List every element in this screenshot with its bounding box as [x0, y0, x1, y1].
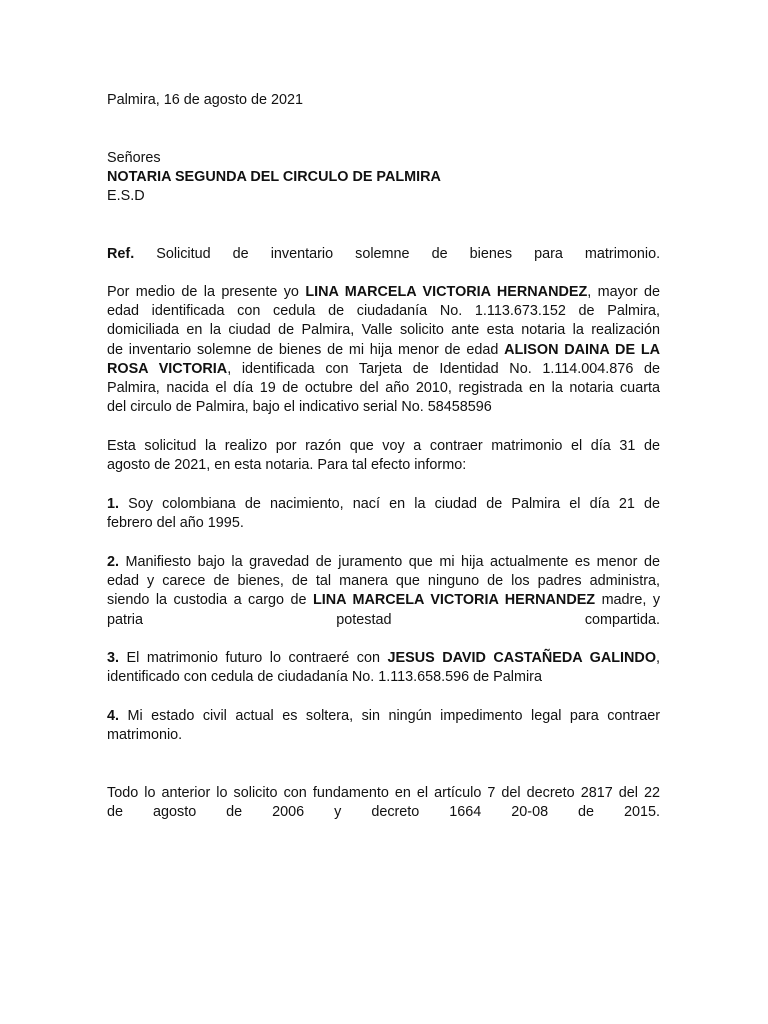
word: 2015.	[624, 804, 661, 821]
paragraph-line	[107, 591, 660, 610]
reference-label: Ref.	[107, 246, 135, 262]
paragraph-line: edad identificada con cedula de ciudadanía No. 1.113.673.152 de Palmira,	[107, 303, 660, 320]
word: de	[578, 804, 595, 821]
paragraph-line	[107, 283, 660, 302]
list-item	[107, 707, 660, 745]
text-run: Por medio de la presente yo	[107, 284, 306, 300]
paragraph-line: Palmira, nacida el día 19 de octubre del año 2010, registrada en la notaria cuarta	[107, 380, 660, 397]
text-run: , mayor de	[587, 284, 661, 300]
paragraph-line	[107, 649, 660, 668]
paragraph-line: matrimonio.	[107, 727, 183, 744]
applicant-name: LINA MARCELA VICTORIA HERNANDEZ	[305, 284, 588, 300]
letter-date	[107, 91, 660, 110]
word: de	[226, 804, 243, 821]
fiance-name: JESUS DAVID CASTAÑEDA GALINDO	[387, 650, 657, 666]
ref-word: de	[431, 246, 448, 262]
text-run: , identificada con Tarjeta de Identidad No. 1.114.004.876 de	[227, 360, 660, 377]
paragraph-line	[107, 803, 660, 822]
paragraph-line: domiciliada en la ciudad de Palmira, Valle solicito ante esta notaria la realización	[107, 322, 660, 339]
ref-word: de	[232, 246, 249, 262]
word: 2006	[272, 804, 305, 821]
text-run: ,	[656, 650, 661, 666]
notary-office: NOTARIA SEGUNDA DEL CIRCULO DE PALMIRA	[107, 169, 441, 186]
text-run: siendo la custodia a cargo de	[107, 592, 313, 609]
ref-word: Solicitud	[156, 246, 211, 262]
text-run: El matrimonio futuro lo contraeré con	[119, 650, 388, 666]
item-number: 3.	[107, 650, 120, 666]
paragraph-line: agosto de 2021, en esta notaria. Para tal efecto informo:	[107, 457, 467, 474]
date-text: Palmira, 16 de agosto de 2021	[107, 92, 304, 108]
word: 1664	[449, 804, 482, 821]
reference-line	[107, 245, 660, 264]
closing-paragraph	[107, 784, 660, 822]
intro-paragraph	[107, 283, 660, 417]
item-number: 1.	[107, 496, 120, 512]
list-item	[107, 553, 660, 630]
child-name-part1: ALISON DAINA DE LA	[504, 341, 660, 358]
paragraph-line	[107, 495, 660, 514]
paragraph-line	[107, 553, 660, 572]
esd-abbreviation: E.S.D	[107, 188, 145, 205]
word: compartida.	[584, 611, 660, 628]
paragraph-line	[107, 707, 660, 726]
addressee-block	[107, 149, 660, 207]
ref-word: para	[534, 246, 563, 262]
paragraph-line: edad y carece de bienes, de tal manera que ninguno de los padres administra,	[107, 573, 660, 590]
text-run: Manifiesto bajo la gravedad de juramento que mi hija actualmente es menor de	[119, 554, 660, 570]
ref-word: solemne	[355, 246, 410, 262]
paragraph-line: febrero del año 1995.	[107, 515, 244, 532]
paragraph-line: del circulo de Palmira, bajo el indicativo serial No. 58458596	[107, 399, 492, 416]
salutation: Señores	[107, 150, 161, 166]
text-run: Soy colombiana de nacimiento, nací en la ciudad de Palmira el día 21 de	[119, 496, 660, 512]
text-run: madre, y	[595, 592, 661, 609]
word: patria	[107, 611, 143, 628]
paragraph-line: identificado con cedula de ciudadanía No. 1.113.658.596 de Palmira	[107, 669, 542, 686]
item-number: 2.	[107, 554, 120, 570]
ref-word: bienes	[469, 246, 513, 262]
word: de	[107, 804, 124, 821]
list-item	[107, 495, 660, 533]
word: 20-08	[511, 804, 549, 821]
paragraph-line: Esta solicitud la realizo por razón que voy a contraer matrimonio el día 31 de	[107, 438, 660, 454]
reason-paragraph	[107, 437, 660, 475]
child-name-part2: ROSA VICTORIA	[107, 360, 228, 377]
word: potestad	[336, 611, 392, 628]
applicant-name: LINA MARCELA VICTORIA HERNANDEZ	[312, 592, 596, 609]
item-number: 4.	[107, 708, 120, 724]
list-item	[107, 649, 660, 687]
paragraph-line	[107, 341, 660, 360]
paragraph-line	[107, 360, 660, 379]
text-run: Mi estado civil actual es soltera, sin ningún impedimento legal para contraer	[119, 708, 660, 724]
paragraph-line: Todo lo anterior lo solicito con fundamento en el artículo 7 del decreto 2817 del 22	[107, 785, 660, 801]
word: agosto	[152, 804, 197, 821]
paragraph-line	[107, 611, 660, 630]
ref-word: inventario	[270, 246, 334, 262]
reference-text	[107, 245, 660, 264]
ref-word: matrimonio.	[584, 246, 661, 262]
word: y	[334, 804, 342, 821]
text-run: de inventario solemne de bienes de mi hija menor de edad	[107, 341, 505, 358]
word: decreto	[371, 804, 420, 821]
